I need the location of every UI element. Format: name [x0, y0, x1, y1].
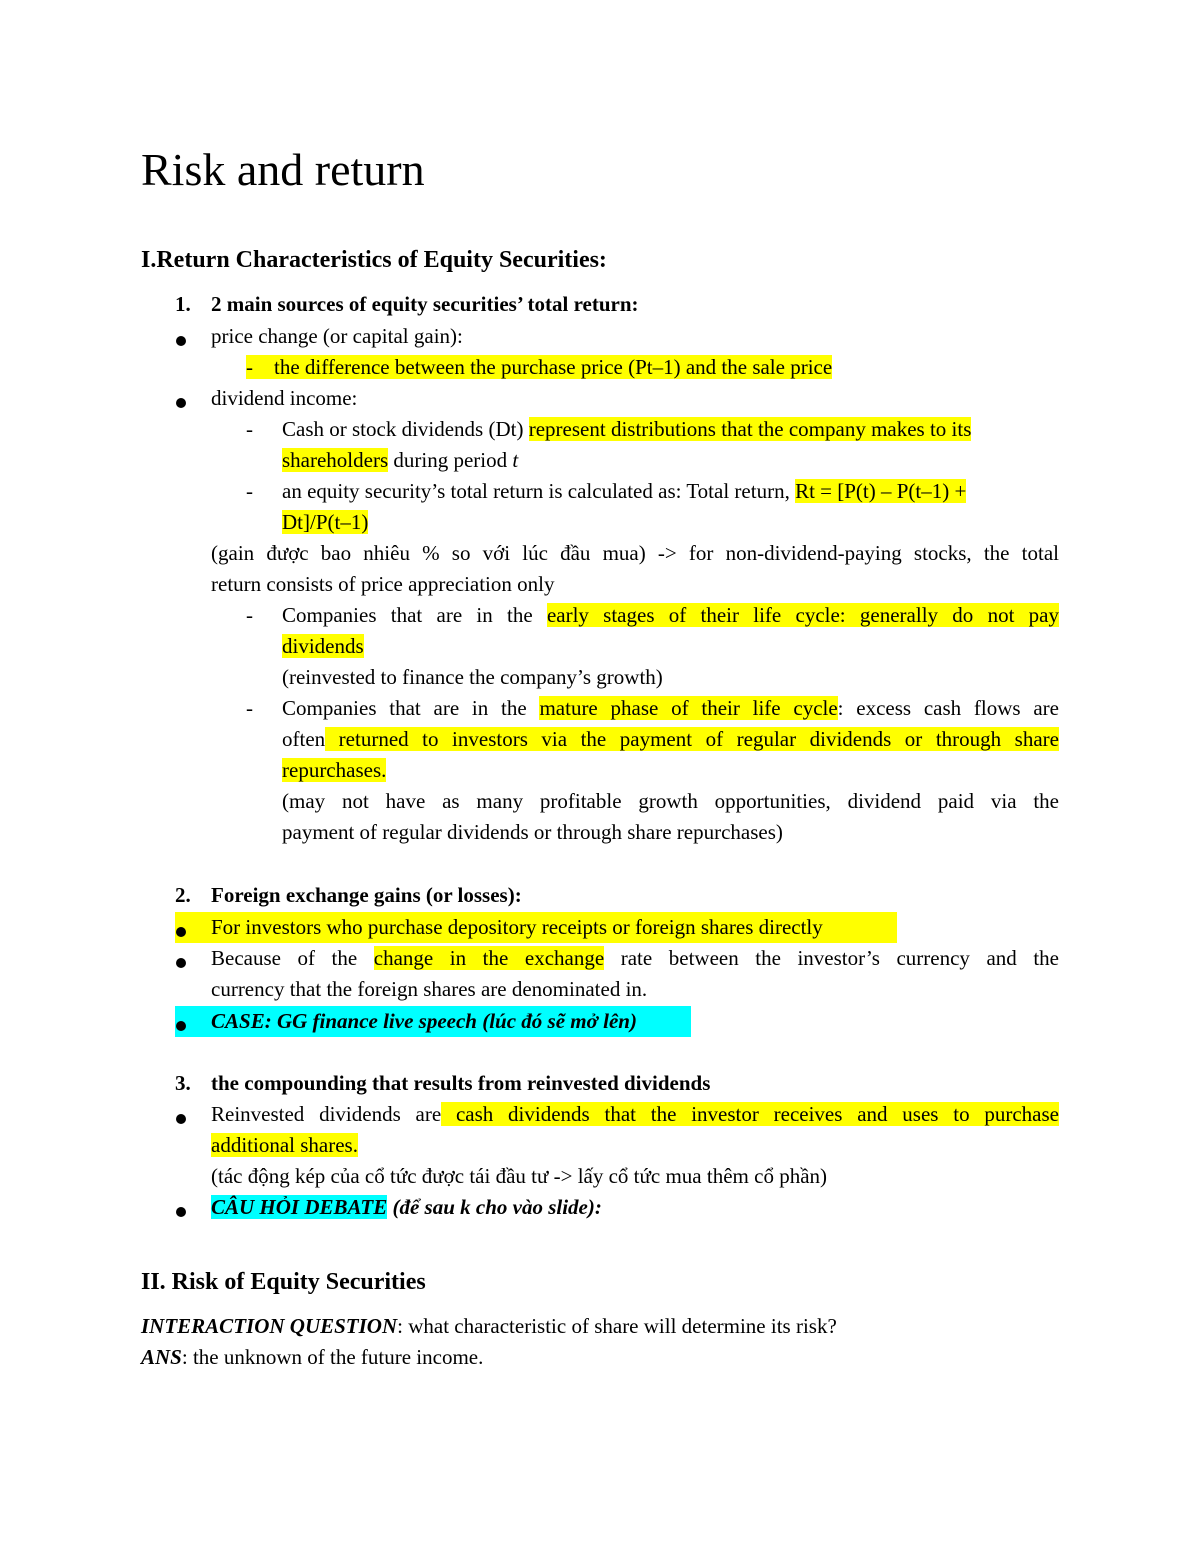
difference-text: the difference between the purchase price (Pt–1) and the sale price — [274, 355, 833, 379]
document-title: Risk and return — [141, 144, 425, 195]
bullet-icon — [176, 958, 186, 968]
list-number-3: 3. — [175, 1071, 191, 1095]
list-item-mature-phase: Companies that are in the mature phase of their life cycle: excess cash flows are — [282, 696, 1059, 720]
bullet-icon — [176, 336, 186, 346]
list-item-dividend-income: dividend income: — [211, 386, 358, 410]
list-item-mature-phase-cont2: repurchases. — [282, 758, 387, 782]
list-item-total-return: an equity security’s total return is calculated as: Total return, Rt = [P(t) – P(t–1) + — [282, 479, 967, 503]
dash-marker: - — [246, 479, 253, 503]
list-item-cash-dividends: Cash or stock dividends (Dt) represent distributions that the company makes to its — [282, 417, 972, 441]
list-heading-3: the compounding that results from reinvested dividends — [211, 1071, 711, 1095]
list-item-reinvested: Reinvested dividends are cash dividends that the investor receives and uses to purchase — [211, 1102, 1059, 1126]
list-item-because-cont: currency that the foreign shares are denominated in. — [211, 977, 648, 1001]
bullet-icon — [176, 1114, 186, 1124]
bullet-icon — [176, 927, 186, 937]
list-number-2: 2. — [175, 883, 191, 907]
bullet-icon — [176, 398, 186, 408]
reinvested-note: (reinvested to finance the company’s growth) — [282, 665, 663, 689]
list-item-reinvested-cont: additional shares. — [211, 1133, 358, 1157]
total-return-formula-cont: Dt]/P(t–1) — [282, 510, 369, 534]
gain-note-line2: return consists of price appreciation only — [211, 572, 555, 596]
list-heading-2: Foreign exchange gains (or losses): — [211, 883, 522, 907]
answer: ANS: the unknown of the future income. — [141, 1345, 484, 1369]
list-item-early-stage: Companies that are in the early stages of their life cycle: generally do not pay — [282, 603, 1059, 627]
list-item-case: CASE: GG finance live speech (lúc đó sẽ mở lên) — [211, 1009, 637, 1033]
list-item-difference: - the difference between the purchase price (Pt–1) and the sale price — [246, 355, 833, 379]
list-item-debate: CÂU HỎI DEBATE (để sau k cho vào slide): — [211, 1195, 602, 1219]
may-note-line2: payment of regular dividends or through share repurchases) — [282, 820, 783, 844]
list-item-mature-phase-cont: often returned to investors via the payment of regular dividends or through share — [282, 727, 1059, 751]
list-item-early-stage-cont: dividends — [282, 634, 364, 658]
bullet-icon — [176, 1021, 186, 1031]
dash-marker: - — [246, 417, 253, 441]
list-item-price-change: price change (or capital gain): — [211, 324, 463, 348]
list-item-cash-dividends-cont: shareholders during period t — [282, 448, 519, 472]
may-note-line1: (may not have as many profitable growth opportunities, dividend paid via the — [282, 789, 1059, 813]
tac-dong-note: (tác động kép của cổ tức được tái đầu tư -> lấy cổ tức mua thêm cổ phần) — [211, 1164, 828, 1188]
list-item-investors: For investors who purchase depository receipts or foreign shares directly — [211, 915, 823, 939]
bullet-icon — [176, 1207, 186, 1217]
dash-marker: - — [246, 696, 253, 720]
section-heading-return: I.Return Characteristics of Equity Securities: — [141, 247, 607, 273]
interaction-question: INTERACTION QUESTION: what characteristic of share will determine its risk? — [141, 1314, 837, 1338]
list-item-because: Because of the change in the exchange rate between the investor’s currency and the — [211, 946, 1059, 970]
list-number-1: 1. — [175, 292, 191, 316]
dash-marker: - — [246, 603, 253, 627]
section-heading-risk: II. Risk of Equity Securities — [141, 1269, 426, 1295]
gain-note-line1: (gain được bao nhiêu % so với lúc đầu mua) -> for non-dividend-paying stocks, the total — [211, 541, 1059, 565]
list-heading-1: 2 main sources of equity securities’ total return: — [211, 292, 639, 316]
